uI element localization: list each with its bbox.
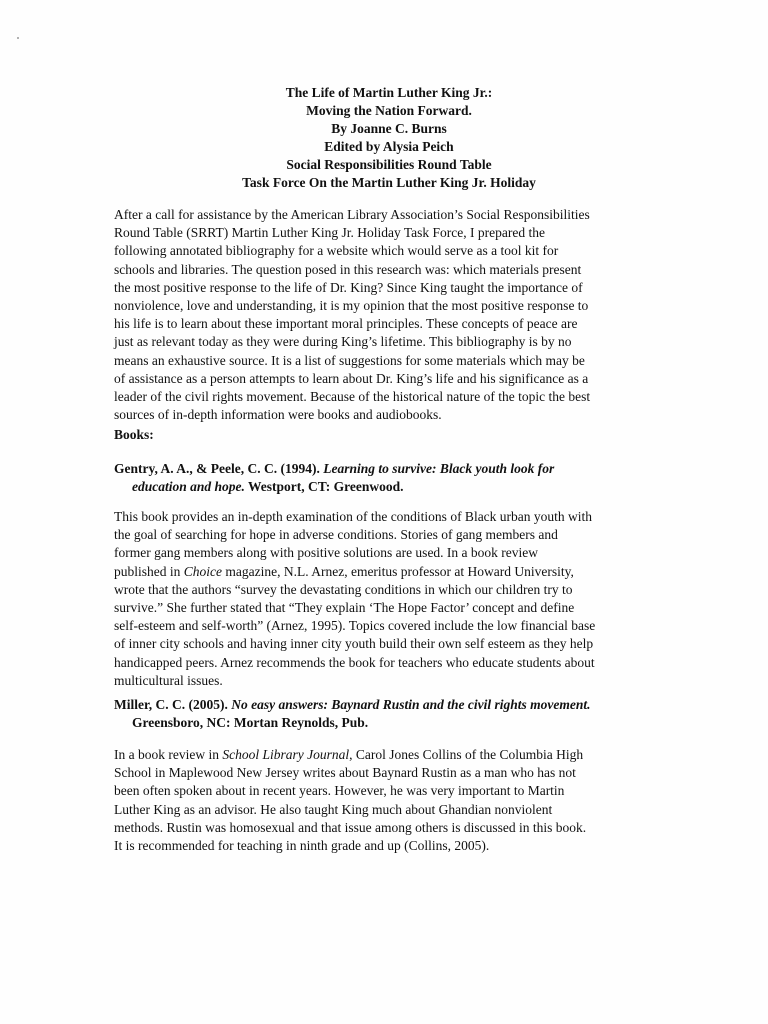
citation-authors: Miller, C. C. (2005). <box>114 697 232 712</box>
citation-authors: Gentry, A. A., & Peele, C. C. (1994). <box>114 461 324 476</box>
annotation-line: self-esteem and self-worth” (Arnez, 1995). Topics covered include the low financial base <box>114 618 596 634</box>
annotation-line: published in Choice magazine, N.L. Arnez, emeritus professor at Howard University, <box>114 563 574 579</box>
title-line-2: Moving the Nation Forward. <box>306 103 472 118</box>
citation-title-cont: education and hope. <box>132 479 245 494</box>
intro-line: Round Table (SRRT) Martin Luther King Jr. Holiday Task Force, I prepared the <box>114 225 545 241</box>
intro-line: After a call for assistance by the American Library Association’s Social Responsibilities <box>114 207 590 222</box>
annotation-line: handicapped peers. Arnez recommends the book for teachers who educate students about <box>114 654 595 670</box>
intro-line: the most positive response to the life of Dr. King? Since King taught the importance of <box>114 279 583 295</box>
citation-gentry <box>114 460 664 496</box>
annotation-line: been often spoken about in recent years. However, he was very important to Martin <box>114 783 565 799</box>
intro-line: means an exhaustive source. It is a list of suggestions for some materials which may be <box>114 352 585 368</box>
organization-line: Social Responsibilities Round Table <box>286 157 492 172</box>
citation-publisher: Westport, CT: Greenwood. <box>244 479 404 494</box>
intro-line: of assistance as a person attempts to learn about Dr. King’s life and his significance as a <box>114 370 589 386</box>
title-line-1: The Life of Martin Luther King Jr.: <box>285 85 493 100</box>
taskforce-line: Task Force On the Martin Luther King Jr. Holiday <box>242 175 536 190</box>
annotation-line: survive.” She further stated that “They explain ‘The Hope Factor’ concept and define <box>114 600 575 616</box>
intro-line: schools and libraries. The question posed in this research was: which materials present <box>114 261 582 277</box>
document-header <box>150 84 628 192</box>
citation-publisher: Greensboro, NC: Mortan Reynolds, Pub. <box>132 715 369 730</box>
entry-gentry-annotation <box>114 508 662 690</box>
annotation-line: School in Maplewood New Jersey writes about Baynard Rustin as a man who has not <box>114 765 576 781</box>
intro-line: leader of the civil rights movement. Because of the historical nature of the topic the best <box>114 389 591 405</box>
citation-title: No easy answers: Baynard Rustin and the civil rights movement. <box>231 697 591 712</box>
intro-line: nonviolence, love and understanding, it is my opinion that the most positive response to <box>114 298 589 314</box>
citation-title: Learning to survive: Black youth look for <box>323 461 555 476</box>
intro-paragraph <box>114 206 662 424</box>
scan-speck <box>17 37 19 39</box>
author-line: By Joanne C. Burns <box>331 121 447 136</box>
editor-line: Edited by Alysia Peich <box>324 139 454 154</box>
annotation-line: the goal of searching for hope in adverse conditions. Stories of gang members and <box>114 527 558 543</box>
annotation-line: Luther King as an advisor. He also taught King much about Ghandian nonviolent <box>114 801 553 817</box>
books-heading: Books: <box>114 427 154 442</box>
annotation-line: of inner city schools and having inner city youth build their own self esteem as they help <box>114 636 594 652</box>
annotation-line: methods. Rustin was homosexual and that issue among others is discussed in this book. <box>114 819 587 835</box>
intro-line: his life is to learn about these important moral principles. These concepts of peace are <box>114 316 578 332</box>
annotation-line: This book provides an in-depth examination of the conditions of Black urban youth with <box>114 509 593 524</box>
intro-line: following annotated bibliography for a website which would serve as a tool kit for <box>114 243 559 259</box>
annotation-line: multicultural issues. <box>114 672 223 688</box>
citation-miller <box>114 696 664 732</box>
annotation-line: It is recommended for teaching in ninth grade and up (Collins, 2005). <box>114 838 490 854</box>
intro-line: sources of in-depth information were books and audiobooks. <box>114 407 442 423</box>
annotation-line: In a book review in School Library Journal, Carol Jones Collins of the Columbia High <box>114 747 584 762</box>
entry-miller-annotation <box>114 746 662 855</box>
annotation-line: wrote that the authors “survey the devastating conditions in which our children try to <box>114 581 573 597</box>
annotation-line: former gang members along with positive solutions are used. In a book review <box>114 545 539 561</box>
intro-line: just as relevant today as they were during King’s lifetime. This bibliography is by no <box>114 334 572 350</box>
